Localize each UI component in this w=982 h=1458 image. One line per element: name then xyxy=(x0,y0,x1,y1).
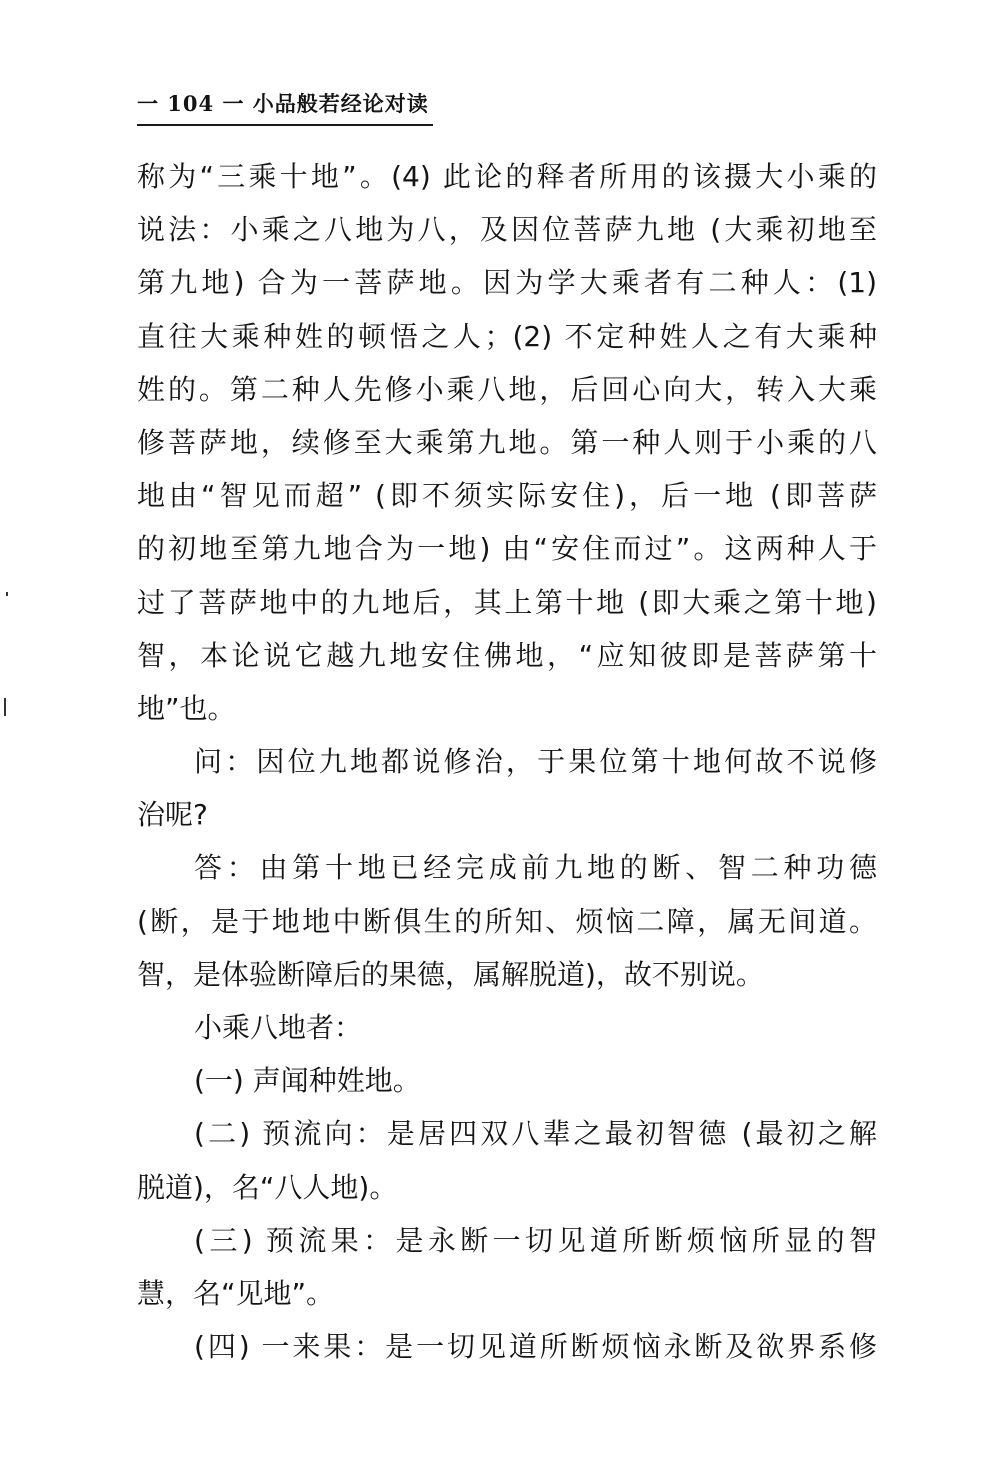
body-text xyxy=(137,150,877,1373)
text-line: 问：因位九地都说修治，于果位第十地何故不说修 xyxy=(194,745,877,779)
text-line: 治呢? xyxy=(137,798,208,832)
text-line: 地”也。 xyxy=(137,691,236,725)
running-header xyxy=(137,88,437,128)
text-line: 地由“智见而超” (即不须实际安住)，后一地 (即菩萨 xyxy=(137,479,877,513)
text-line: 慧，名“见地”。 xyxy=(137,1276,335,1310)
scan-margin-mark xyxy=(6,592,8,596)
text-line: 答：由第十地已经完成前九地的断、智二种功德 xyxy=(194,851,877,885)
text-line: 直往大乘种姓的顿悟之人；(2) 不定种姓人之有大乘种 xyxy=(137,319,877,353)
header-text: 一 104 一 小品般若经论对读 xyxy=(137,91,429,116)
text-line: (二) 预流向：是居四双八辈之最初智德 (最初之解 xyxy=(194,1117,877,1151)
text-line: (断，是于地地中断俱生的所知、烦恼二障，属无间道。 xyxy=(137,904,877,938)
text-line: 过了菩萨地中的九地后，其上第十地 (即大乘之第十地) xyxy=(137,585,877,619)
text-line: 称为“三乘十地”。(4) 此论的释者所用的该摄大小乘的 xyxy=(137,160,877,193)
text-line: 说法：小乘之八地为八，及因位菩萨九地 (大乘初地至 xyxy=(137,213,877,247)
text-line: 小乘八地者： xyxy=(194,1011,363,1044)
text-line: (一) 声闻种姓地。 xyxy=(194,1064,421,1098)
text-line: 脱道)，名“八人地)。 xyxy=(137,1170,398,1204)
text-line: 姓的。第二种人先修小乘八地，后回心向大，转入大乘 xyxy=(137,372,877,406)
scan-margin-mark xyxy=(4,698,6,716)
header-rule xyxy=(137,124,433,126)
text-line: 智，本论说它越九地安住佛地，“应知彼即是菩萨第十 xyxy=(137,638,877,672)
text-line: 智，是体验断障后的果德，属解脱道)，故不别说。 xyxy=(137,957,764,991)
text-line: 第九地) 合为一菩萨地。因为学大乘者有二种人：(1) xyxy=(137,266,877,300)
text-line: (三) 预流果：是永断一切见道所断烦恼所显的智 xyxy=(194,1223,877,1257)
text-line: 的初地至第九地合为一地) 由“安住而过”。这两种人于 xyxy=(137,532,877,566)
text-line: (四) 一来果：是一切见道所断烦恼永断及欲界系修 xyxy=(194,1330,877,1364)
text-line: 修菩萨地，续修至大乘第九地。第一种人则于小乘的八 xyxy=(137,425,877,459)
